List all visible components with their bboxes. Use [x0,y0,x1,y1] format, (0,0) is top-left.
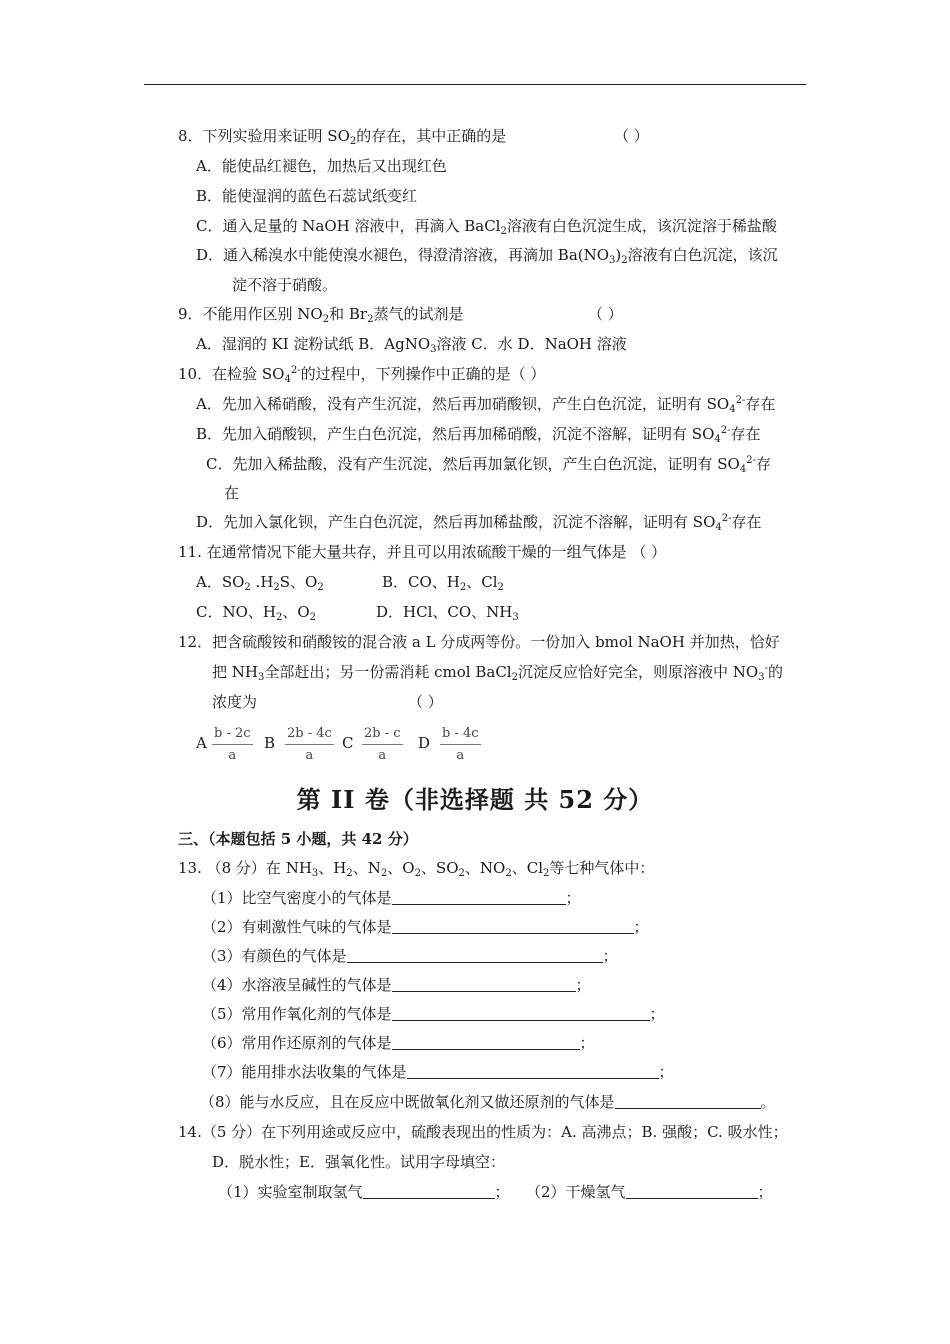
q12-stem-line3: 浓度为 [212,693,258,711]
q12-option-d-numerator: b - 4c [440,726,481,745]
q10-option-a: A．先加入稀硝酸，没有产生沉淀，然后再加硝酸钡，产生白色沉淀，证明有 $SO_4^{2-}$存在 [196,395,776,415]
q8-option-d-cont: 淀不溶于硝酸。 [232,276,338,294]
q9-answer-paren: （ ） [588,305,623,323]
answer-blank[interactable] [363,1184,495,1199]
answer-blank[interactable] [626,1184,758,1199]
part-2-title: 第 II 卷（非选择题 共 52 分） [296,785,654,814]
q12-option-d-fraction [440,726,481,765]
answer-blank[interactable] [392,1035,580,1050]
q11-option-c: C．NO、$H_2$、$O_2$ [196,603,317,623]
q12-option-b-numerator: 2b - 4c [285,726,334,745]
q12-option-c-label: C [342,734,354,752]
q12-option-d-denominator: a [456,748,465,763]
q12-option-c-numerator: 2b - c [362,726,403,745]
q14-item-2: （2）干燥氢气 ； [526,1183,773,1201]
q11-stem: 11. 在通常情况下能大量共存，并且可以用浓硫酸干燥的一组气体是 （ ） [178,543,667,561]
q10-option-d: D．先加入氯化钡，产生白色沉淀，然后再加稀盐酸，沉淀不溶解，证明有 $SO_4^{2-}$存在 [196,513,762,533]
q14-stem-line2: D．脱水性；E．强氧化性。试用字母填空： [212,1153,505,1171]
q12-option-b-fraction [285,726,334,765]
q13-item-8: （8）能与水反应，且在反应中既做氧化剂又做还原剂的气体是 。 [200,1093,776,1111]
q14-stem-line1: 14.（5 分）在下列用途或反应中，硫酸表现出的性质为：A. 高沸点；B. 强酸；C. 吸水性； [178,1123,788,1141]
q10-option-c-cont: 在 [224,484,240,502]
q8-option-d: D．通入稀溴水中能使溴水褪色，得澄清溶液，再滴加 $Ba(NO_3)_2$溶液有白色沉淀，该沉 [196,246,778,266]
q10-option-b: B．先加入硝酸钡，产生白色沉淀，然后再加稀硝酸，沉淀不溶解，证明有 $SO_4^{2-}$存在 [196,425,761,445]
q13-item-7: （7）能用排水法收集的气体是 ； [202,1063,674,1081]
q8-answer-paren: （ ） [614,127,649,145]
q12-stem-line2: 把 $NH_3$全部赶出；另一份需消耗 cmol BaCl$_2$沉淀反应恰好完全，则原溶液中 $NO_3^-$的 [212,663,783,683]
q12-option-b-denominator: a [305,748,314,763]
answer-blank[interactable] [407,1064,659,1079]
q13-item-3: （3）有颜色的气体是 ； [202,947,618,965]
q10-option-c: C．先加入稀盐酸，没有产生沉淀，然后再加氯化钡，产生白色沉淀，证明有 $SO_4^{2-}$存 [206,455,771,475]
q11-option-d: D．HCl、CO、$NH_3$ [376,603,519,623]
q12-option-c-denominator: a [378,748,387,763]
header-rule [144,84,806,85]
q8-stem: 8．下列实验用来证明 $SO_2$的存在，其中正确的是 [178,127,507,147]
q12-option-a-numerator: b - 2c [212,726,253,745]
q12-option-a-fraction [212,726,253,765]
q14-item-1: （1）实验室制取氢气 ； [218,1183,510,1201]
section-3-heading: 三、（本题包括 5 小题，共 42 分） [178,830,418,848]
q12-option-d-label: D [418,734,431,752]
q8-option-a: A．能使品红褪色，加热后又出现红色 [196,157,447,175]
q11-option-a: A．$SO_2$ $.H_2S$、$O_2$ [196,573,324,593]
q13-item-1: （1）比空气密度小的气体是 ； [202,889,581,907]
q12-option-a-denominator: a [228,748,237,763]
q11-option-b: B．CO、$H_2$、$Cl_2$ [382,573,504,593]
q12-answer-paren: （ ） [408,693,443,711]
q13-item-2: （2）有刺激性气味的气体是 ； [202,918,649,936]
q13-item-6: （6）常用作还原剂的气体是 ； [202,1034,595,1052]
q9-stem: 9．不能用作区别 $NO_2$和 $Br_2$蒸气的试剂是 [178,305,464,325]
q12-option-a-label: A [196,734,207,752]
answer-blank[interactable] [615,1094,761,1109]
q12-stem-line1: 12．把含硫酸铵和硝酸铵的混合液 a L 分成两等份。一份加入 bmol NaOH 并加热，恰好 [178,633,780,651]
q8-option-c: C．通入足量的 NaOH 溶液中，再滴入 BaCl$_2$溶液有白色沉淀生成，该沉淀溶于稀盐酸 [196,217,777,237]
q13-item-4: （4）水溶液呈碱性的气体是 ； [202,976,591,994]
answer-blank[interactable] [392,977,576,992]
q10-stem: 10．在检验 $SO_4^{2-}$的过程中，下列操作中正确的是（ ） [178,365,546,385]
q13-item-5: （5）常用作氧化剂的气体是 ； [202,1005,665,1023]
answer-blank[interactable] [392,1006,650,1021]
q13-stem: 13. （8 分）在 $NH_3$、$H_2$、$N_2$、$O_2$、$SO_2$、$NO_2$、$Cl_2$等七种气体中： [178,859,655,879]
answer-blank[interactable] [347,948,603,963]
answer-blank[interactable] [392,890,566,905]
answer-blank[interactable] [392,919,634,934]
q8-option-b: B．能使湿润的蓝色石蕊试纸变红 [196,187,418,205]
q9-options: A．湿润的 KI 淀粉试纸 B．AgNO$_3$溶液 C．水 D．NaOH 溶液 [196,335,627,355]
q12-option-c-fraction [362,726,403,765]
q12-option-b-label: B [264,734,276,752]
